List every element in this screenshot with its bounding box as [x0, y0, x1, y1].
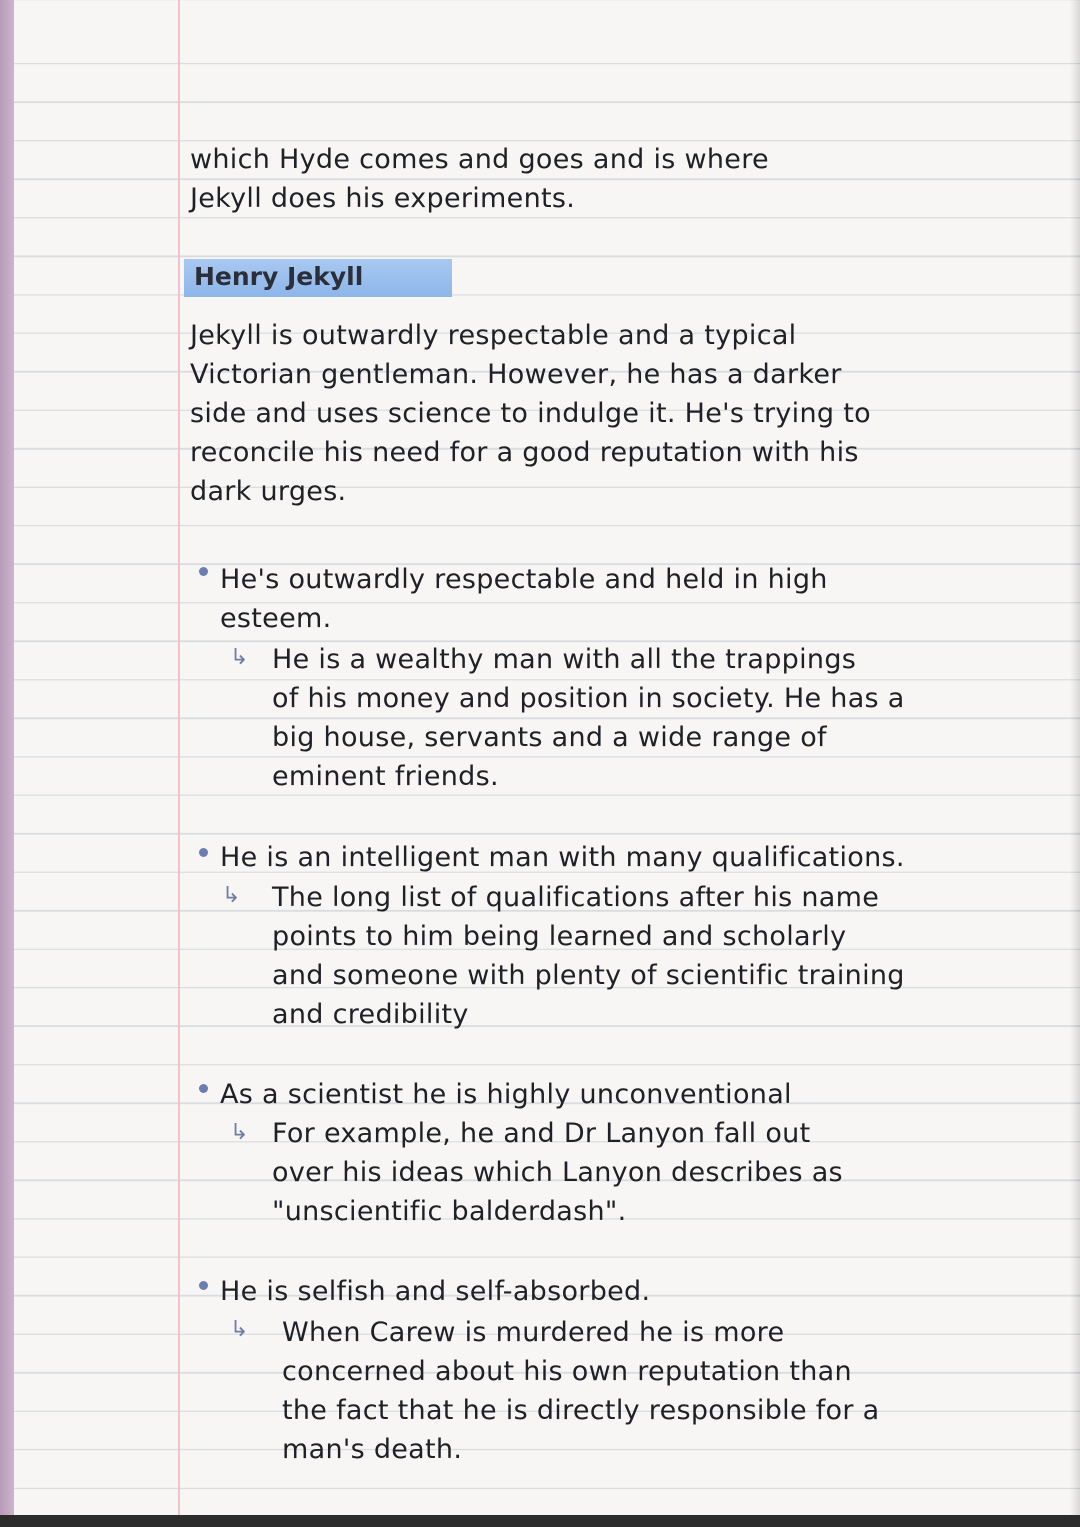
paragraph-line: Jekyll is outwardly respectable and a typical: [190, 320, 797, 351]
margin-line: [178, 0, 180, 1527]
bullet-detail: [272, 1114, 843, 1231]
bullet-point: [220, 1075, 792, 1114]
arrow-icon: ↳: [230, 1317, 249, 1342]
arrow-icon: ↳: [222, 883, 241, 908]
bullet-detail: [282, 1313, 880, 1469]
bullet-point: [220, 1272, 650, 1311]
detail-line: and someone with plenty of scientific training: [272, 960, 905, 991]
bullet-dot-icon: [199, 567, 208, 576]
bullet-point-line: esteem.: [220, 603, 332, 634]
intro-line: which Hyde comes and goes and is where: [190, 144, 769, 175]
bullet-dot-icon: [199, 848, 208, 857]
section-heading: [184, 257, 363, 297]
bullet-point: [220, 838, 905, 877]
bullet-detail: [272, 640, 905, 796]
intro-line: Jekyll does his experiments.: [190, 183, 576, 214]
paragraph-line: reconcile his need for a good reputation with his: [190, 437, 859, 468]
paragraph-line: side and uses science to indulge it. He's trying to: [190, 398, 871, 429]
bullet-point-line: He's outwardly respectable and held in high: [220, 564, 828, 595]
detail-line: of his money and position in society. He has a: [272, 683, 905, 714]
intro-text: [190, 140, 769, 218]
detail-line: When Carew is murdered he is more: [282, 1317, 785, 1348]
detail-line: "unscientific balderdash".: [272, 1196, 627, 1227]
detail-line: big house, servants and a wide range of: [272, 722, 827, 753]
paragraph-line: dark urges.: [190, 476, 347, 507]
summary-paragraph: [190, 316, 871, 511]
bullet-dot-icon: [199, 1084, 208, 1093]
bullet-dot-icon: [199, 1281, 208, 1290]
bullet-point-line: He is selfish and self-absorbed.: [220, 1276, 651, 1307]
bullet-detail: [272, 878, 905, 1034]
paragraph-line: Victorian gentleman. However, he has a darker: [190, 359, 842, 390]
heading-text: Henry Jekyll: [194, 262, 364, 291]
detail-line: and credibility: [272, 999, 469, 1030]
detail-line: man's death.: [282, 1434, 463, 1465]
detail-line: concerned about his own reputation than: [282, 1356, 852, 1387]
bullet-point: [220, 560, 828, 638]
detail-line: over his ideas which Lanyon describes as: [272, 1157, 843, 1188]
page-edge-shadow: [1070, 0, 1080, 1527]
detail-line: The long list of qualifications after his name: [272, 882, 880, 913]
arrow-icon: ↳: [230, 1120, 249, 1145]
bullet-point-line: As a scientist he is highly unconventional: [220, 1079, 792, 1110]
notebook-binding: [0, 0, 14, 1527]
detail-line: He is a wealthy man with all the trappings: [272, 644, 857, 675]
bullet-point-line: He is an intelligent man with many qualifications.: [220, 842, 905, 873]
detail-line: the fact that he is directly responsible for a: [282, 1395, 880, 1426]
detail-line: points to him being learned and scholarly: [272, 921, 847, 952]
detail-line: eminent friends.: [272, 761, 499, 792]
page-bottom-edge: [0, 1515, 1080, 1527]
detail-line: For example, he and Dr Lanyon fall out: [272, 1118, 811, 1149]
arrow-icon: ↳: [230, 645, 249, 670]
